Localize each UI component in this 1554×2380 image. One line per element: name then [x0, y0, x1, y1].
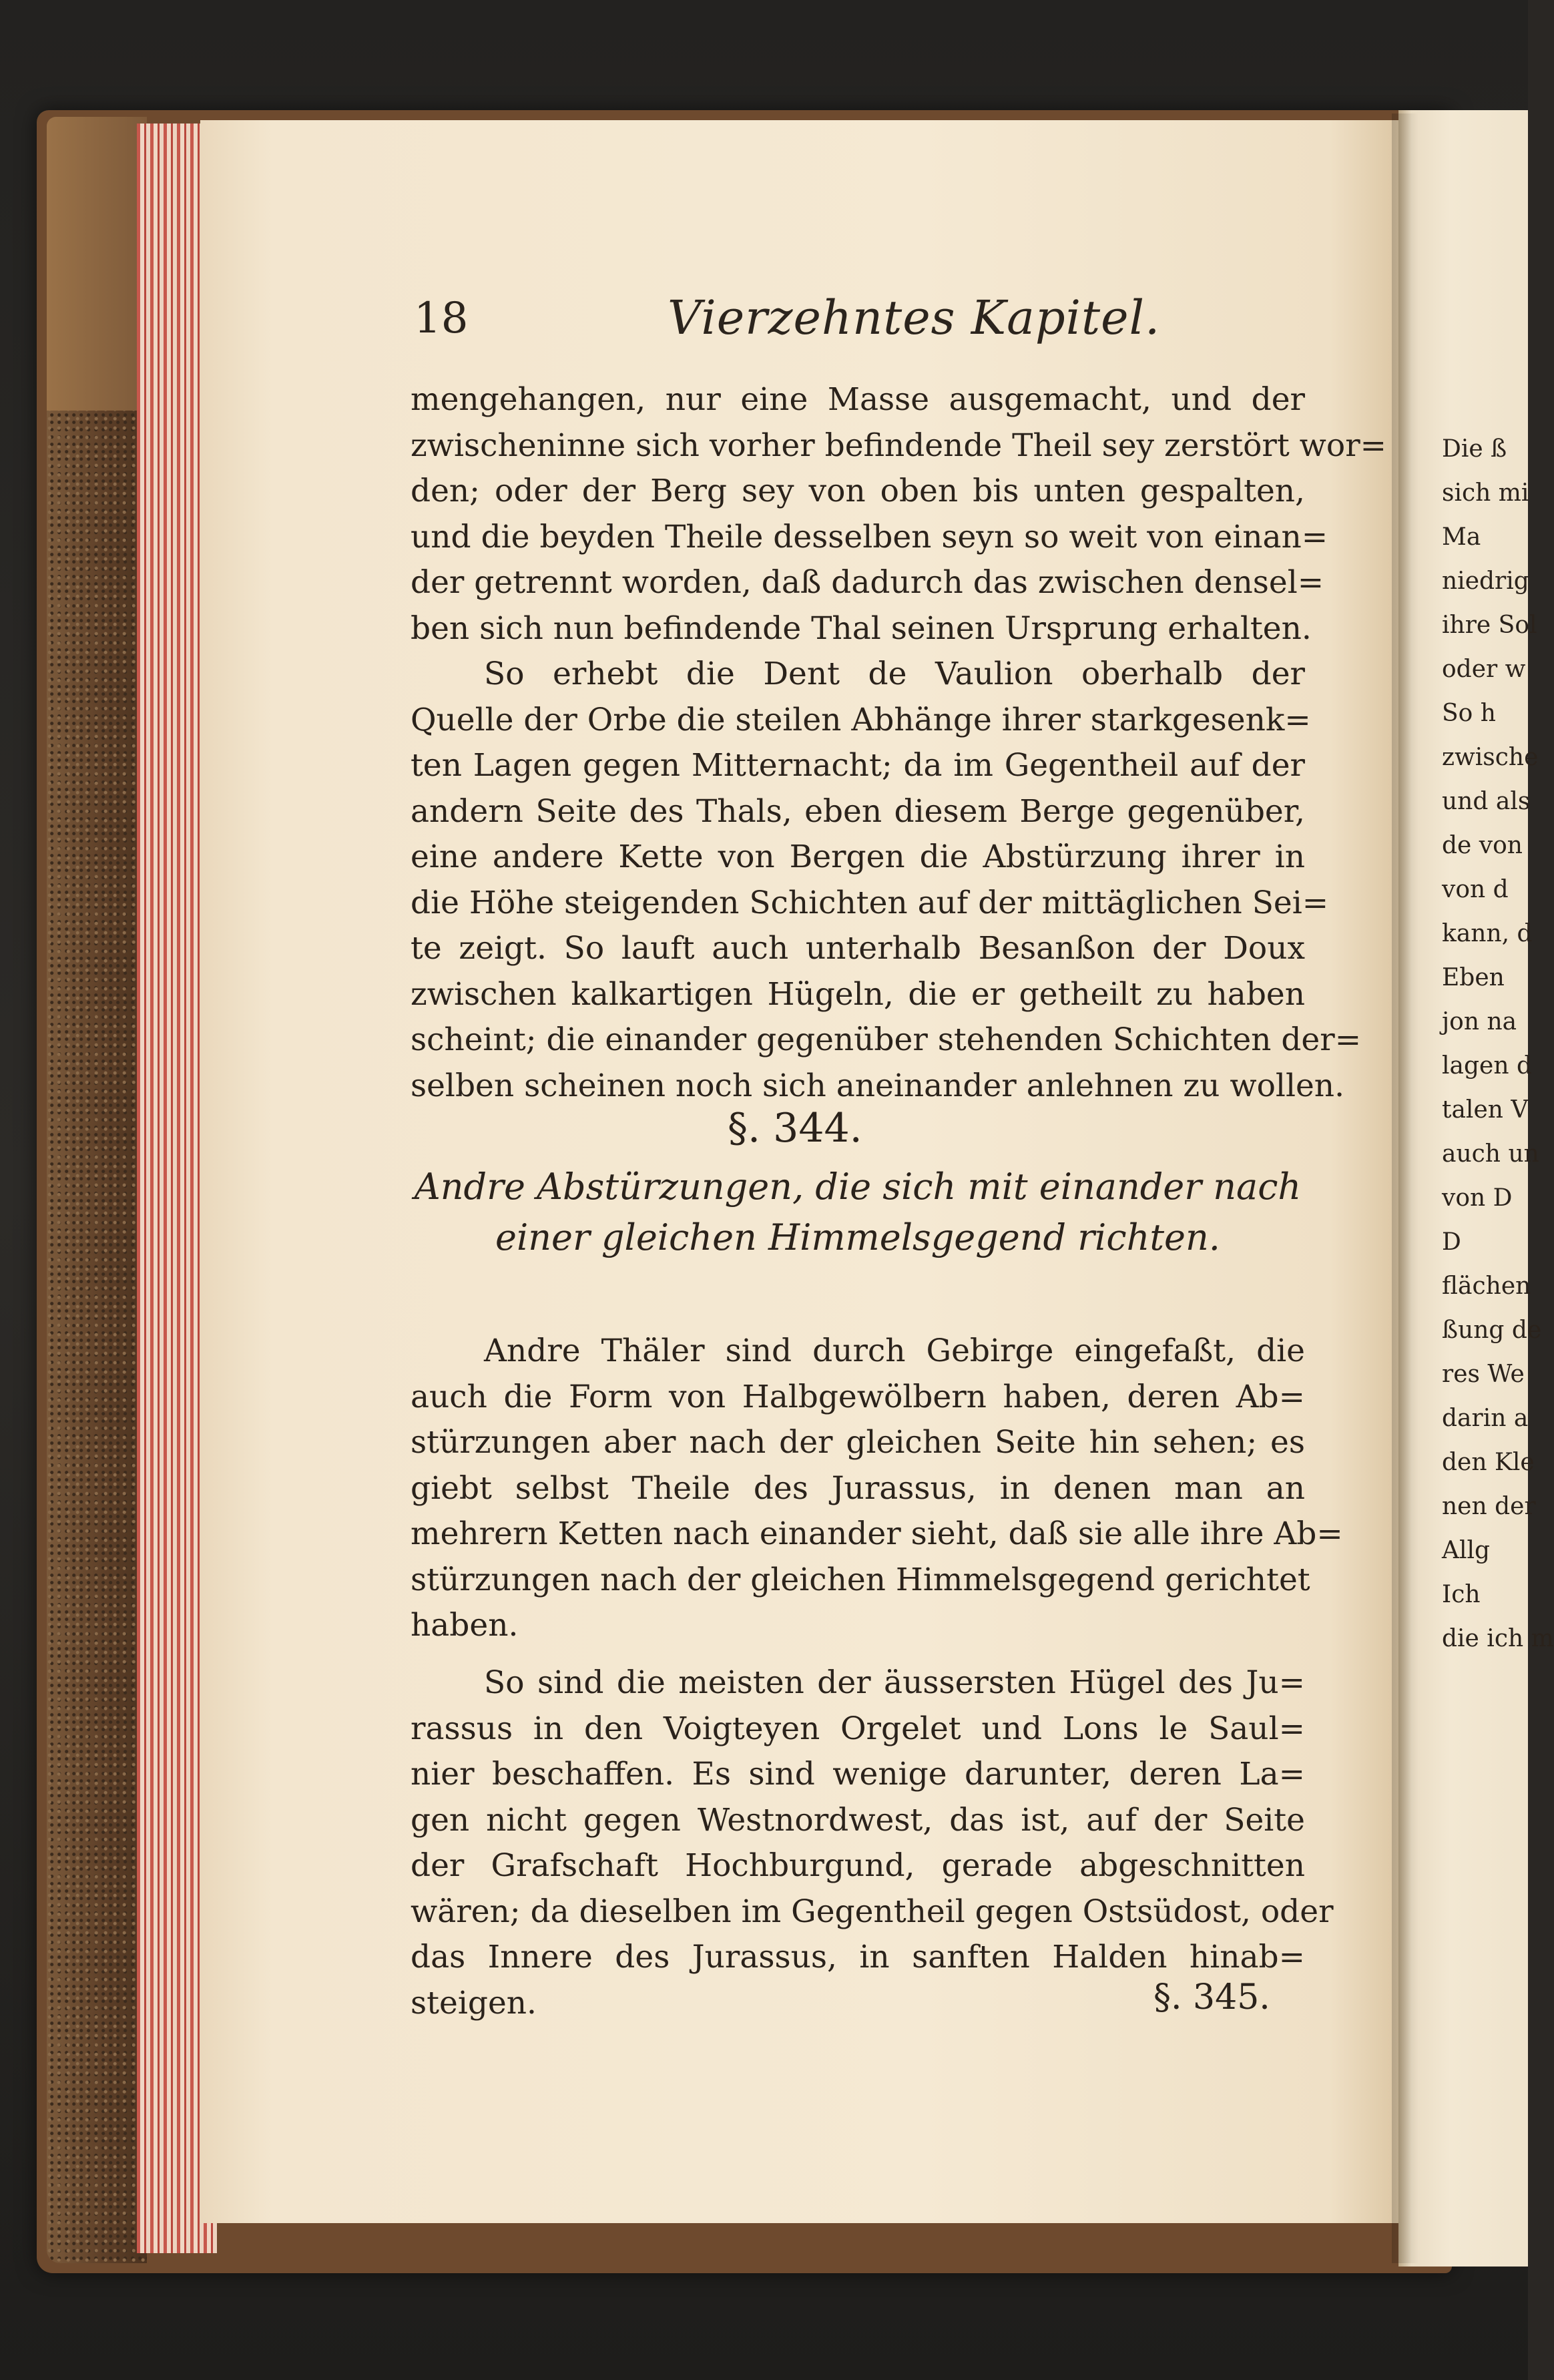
- text-line: den; oder der Berg sey von oben bis unten gespalten,: [411, 473, 1305, 509]
- facing-page-text: [1442, 427, 1554, 1661]
- fragment-line: niedrig: [1442, 567, 1529, 595]
- text-line: So erhebt die Dent de Vaulion oberhalb der: [484, 656, 1305, 692]
- paragraph-2: [411, 652, 1362, 1109]
- text-line: ben sich nun befindende Thal seinen Ursprung erhalten.: [411, 610, 1312, 647]
- fragment-line: Eben: [1442, 964, 1505, 991]
- paragraph-4: [411, 1660, 1334, 2026]
- book-spine: [47, 117, 147, 2263]
- text-line: gen nicht gegen Westnordwest, das ist, auf der Seite: [411, 1801, 1305, 1839]
- fragment-line: lagen d: [1442, 1052, 1532, 1080]
- fragment-line: kann, d: [1442, 920, 1533, 947]
- fragment-line: Allg: [1442, 1537, 1491, 1564]
- fragment-line: jon na: [1442, 1008, 1517, 1035]
- fragment-line: So h: [1442, 700, 1496, 727]
- fragment-line: den Kle: [1442, 1449, 1535, 1476]
- fragment-line: de von: [1442, 832, 1523, 859]
- text-line: mehrern Ketten nach einander sieht, daß sie alle ihre Ab=: [411, 1515, 1343, 1552]
- text-line: der Grafschaft Hochburgund, gerade abgeschnitten: [411, 1847, 1305, 1884]
- heading-line: Andre Abstürzungen, die sich mit einander nach: [414, 1166, 1302, 1208]
- text-line: steigen.: [411, 1984, 537, 2021]
- fragment-line: und als: [1442, 788, 1531, 815]
- text-line: nier beschaffen. Es sind wenige darunter, deren La=: [411, 1756, 1305, 1793]
- fragment-line: res We: [1442, 1361, 1525, 1388]
- section-number: §. 344.: [728, 1105, 862, 1152]
- fragment-line: auch un: [1442, 1140, 1539, 1168]
- fragment-line: ihre Sol: [1442, 612, 1537, 639]
- paragraph-3: [411, 1329, 1343, 1649]
- text-line: zwischeninne sich vorher befindende Theil sey zerstört wor=: [411, 427, 1387, 464]
- text-line: auch die Form von Halbgewölbern haben, deren Ab=: [411, 1378, 1305, 1415]
- fragment-line: von D: [1442, 1184, 1513, 1212]
- fragment-line: von d: [1442, 876, 1509, 903]
- fragment-line: Ich: [1442, 1581, 1481, 1608]
- text-line: haben.: [411, 1607, 519, 1644]
- fragment-line: flächen: [1442, 1272, 1531, 1300]
- fragment-line: die ich m: [1442, 1625, 1554, 1652]
- text-line: und die beyden Theile desselben seyn so weit von einan=: [411, 518, 1328, 555]
- fragment-line: oder w: [1442, 656, 1526, 683]
- text-line: der getrennt worden, daß dadurch das zwischen densel=: [411, 564, 1324, 601]
- fragment-line: darin a: [1442, 1405, 1529, 1432]
- page-header: [414, 280, 1302, 354]
- fragment-line: talen V: [1442, 1096, 1529, 1124]
- fragment-line: ßung de: [1442, 1317, 1542, 1344]
- fragment-line: Die ß: [1442, 435, 1507, 463]
- text-line: stürzungen aber nach der gleichen Seite hin sehen; es: [411, 1424, 1305, 1461]
- text-line: ten Lagen gegen Mitternacht; da im Gegentheil auf der: [411, 747, 1305, 784]
- fragment-line: Ma: [1442, 523, 1481, 551]
- text-line: mengehangen, nur eine Masse ausgemacht, und der: [411, 381, 1305, 418]
- text-line: stürzungen nach der gleichen Himmelsgegend gerichtet: [411, 1561, 1310, 1598]
- fragment-line: nen der: [1442, 1493, 1536, 1520]
- text-line: wären; da dieselben im Gegentheil gegen Ostsüdost, oder: [411, 1893, 1334, 1930]
- text-line: selben scheinen noch sich aneinander anlehnen zu wollen.: [411, 1067, 1345, 1104]
- fragment-line: D: [1442, 1228, 1461, 1256]
- heading-line: einer gleichen Himmelsgegend richten.: [495, 1216, 1220, 1258]
- text-line: Andre Thäler sind durch Gebirge eingefaßt, die: [484, 1333, 1305, 1369]
- paragraph-1: [411, 377, 1387, 652]
- fragment-line: sich mi: [1442, 479, 1529, 507]
- text-line: die Höhe steigenden Schichten auf der mittäglichen Sei=: [411, 884, 1329, 921]
- text-line: Quelle der Orbe die steilen Abhänge ihrer starkgesenk=: [411, 701, 1311, 738]
- text-line: So sind die meisten der äussersten Hügel des Ju=: [484, 1664, 1305, 1701]
- text-line: zwischen kalkartigen Hügeln, die er getheilt zu haben: [411, 975, 1305, 1013]
- gutter-shadow: [1392, 113, 1418, 2263]
- text-line: rassus in den Voigteyen Orgelet und Lons le Saul=: [411, 1710, 1305, 1747]
- spine-leather: [47, 117, 147, 411]
- text-line: das Innere des Jurassus, in sanften Halden hinab=: [411, 1939, 1305, 1975]
- running-head: Vierzehntes Kapitel.: [668, 290, 1161, 345]
- catchword: §. 345.: [1153, 1977, 1270, 2017]
- section-heading: [401, 1162, 1315, 1263]
- page-number: 18: [414, 294, 469, 343]
- text-line: scheint; die einander gegenüber stehenden Schichten der=: [411, 1021, 1362, 1058]
- text-line: te zeigt. So lauft auch unterhalb Besanßon der Doux: [411, 930, 1305, 967]
- fragment-line: zwische: [1442, 744, 1539, 771]
- text-line: andern Seite des Thals, eben diesem Berge gegenüber,: [411, 792, 1305, 830]
- text-line: giebt selbst Theile des Jurassus, in denen man an: [411, 1469, 1305, 1507]
- text-line: eine andere Kette von Bergen die Abstürzung ihrer in: [411, 839, 1305, 875]
